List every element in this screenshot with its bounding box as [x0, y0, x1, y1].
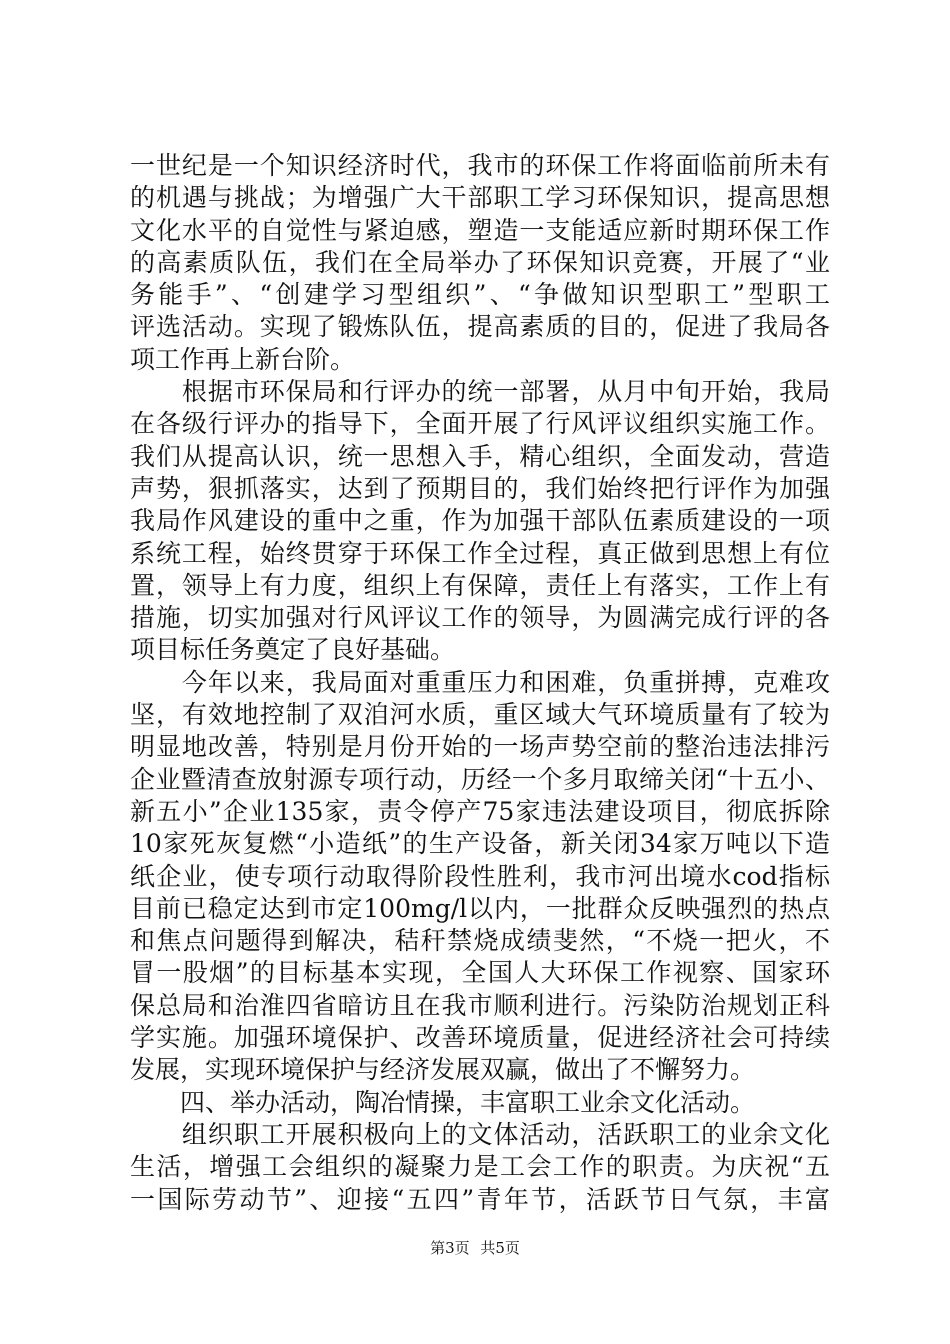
text-line: 项目标任务奠定了良好基础。 — [130, 635, 456, 665]
text-line: 务能手”、“创建学习型组织”、“争做知识型职工”型职工 — [130, 280, 830, 310]
text-line: 的机遇与挑战；为增强广大干部职工学习环保知识，提高思想 — [130, 183, 830, 213]
text-line: 文化水平的自觉性与紧迫感，塑造一支能适应新时期环保工作 — [130, 215, 830, 245]
page-total: 共5页 — [480, 1239, 520, 1257]
text-line: 组织职工开展积极向上的文体活动，活跃职工的业余文化 — [130, 1119, 830, 1149]
text-line: 我们从提高认识，统一思想入手，精心组织，全面发动，营造 — [130, 441, 830, 471]
text-line: 根据市环保局和行评办的统一部署，从月中旬开始，我局 — [130, 377, 830, 407]
text-line: 坚，有效地控制了双洎河水质，重区域大气环境质量有了较为 — [130, 700, 830, 730]
text-line: 系统工程，始终贯穿于环保工作全过程，真正做到思想上有位 — [130, 538, 830, 568]
text-line: 置，领导上有力度，组织上有保障，责任上有落实，工作上有 — [130, 570, 830, 600]
document-body — [130, 150, 830, 1216]
text-line: 一国际劳动节”、迎接“五四”青年节，活跃节日气氛，丰富 — [130, 1184, 830, 1214]
text-line: 发展，实现环境保护与经济发展双赢，做出了不懈努力。 — [130, 1055, 756, 1085]
text-line: 企业暨清查放射源专项行动，历经一个多月取缔关闭“十五小、 — [130, 764, 830, 794]
text-line: 措施，切实加强对行风评议工作的领导，为圆满完成行评的各 — [130, 603, 830, 633]
text-line: 纸企业，使专项行动取得阶段性胜利，我市河出境水cod指标 — [130, 861, 830, 891]
text-line: 冒一股烟”的目标基本实现，全国人大环保工作视察、国家环 — [130, 958, 830, 988]
text-line: 声势，狠抓落实，达到了预期目的，我们始终把行评作为加强 — [130, 473, 830, 503]
text-line: 学实施。加强环境保护、改善环境质量，促进经济社会可持续 — [130, 1023, 830, 1053]
text-line: 在各级行评办的指导下，全面开展了行风评议组织实施工作。 — [130, 409, 830, 439]
text-line: 新五小”企业135家，责令停产75家违法建设项目，彻底拆除 — [130, 796, 830, 826]
text-line: 生活，增强工会组织的凝聚力是工会工作的职责。为庆祝“五 — [130, 1152, 830, 1182]
text-line: 10家死灰复燃“小造纸”的生产设备，新关闭34家万吨以下造 — [130, 829, 830, 859]
text-line: 今年以来，我局面对重重压力和困难，负重拼搏，克难攻 — [130, 667, 830, 697]
page-number: 第3页 — [430, 1239, 470, 1257]
text-line: 项工作再上新台阶。 — [130, 344, 356, 374]
text-line: 的高素质队伍，我们在全局举办了环保知识竞赛，开展了“业 — [130, 247, 830, 277]
text-line: 一世纪是一个知识经济时代，我市的环保工作将面临前所未有 — [130, 151, 830, 180]
text-line: 保总局和治淮四省暗访且在我市顺利进行。污染防治规划正科 — [130, 990, 830, 1020]
text-line: 目前已稳定达到市定100mg/l以内，一批群众反映强烈的热点 — [130, 893, 830, 923]
text-line: 明显地改善，特别是月份开始的一场声势空前的整治违法排污 — [130, 732, 830, 762]
text-line: 我局作风建设的重中之重，作为加强干部队伍素质建设的一项 — [130, 506, 830, 536]
text-line: 四、举办活动，陶冶情操，丰富职工业余文化活动。 — [130, 1087, 756, 1117]
text-line: 和焦点问题得到解决，秸秆禁烧成绩斐然，“不烧一把火，不 — [130, 926, 830, 956]
page-footer — [0, 1238, 950, 1258]
text-line: 评选活动。实现了锻炼队伍，提高素质的目的，促进了我局各 — [130, 312, 830, 342]
